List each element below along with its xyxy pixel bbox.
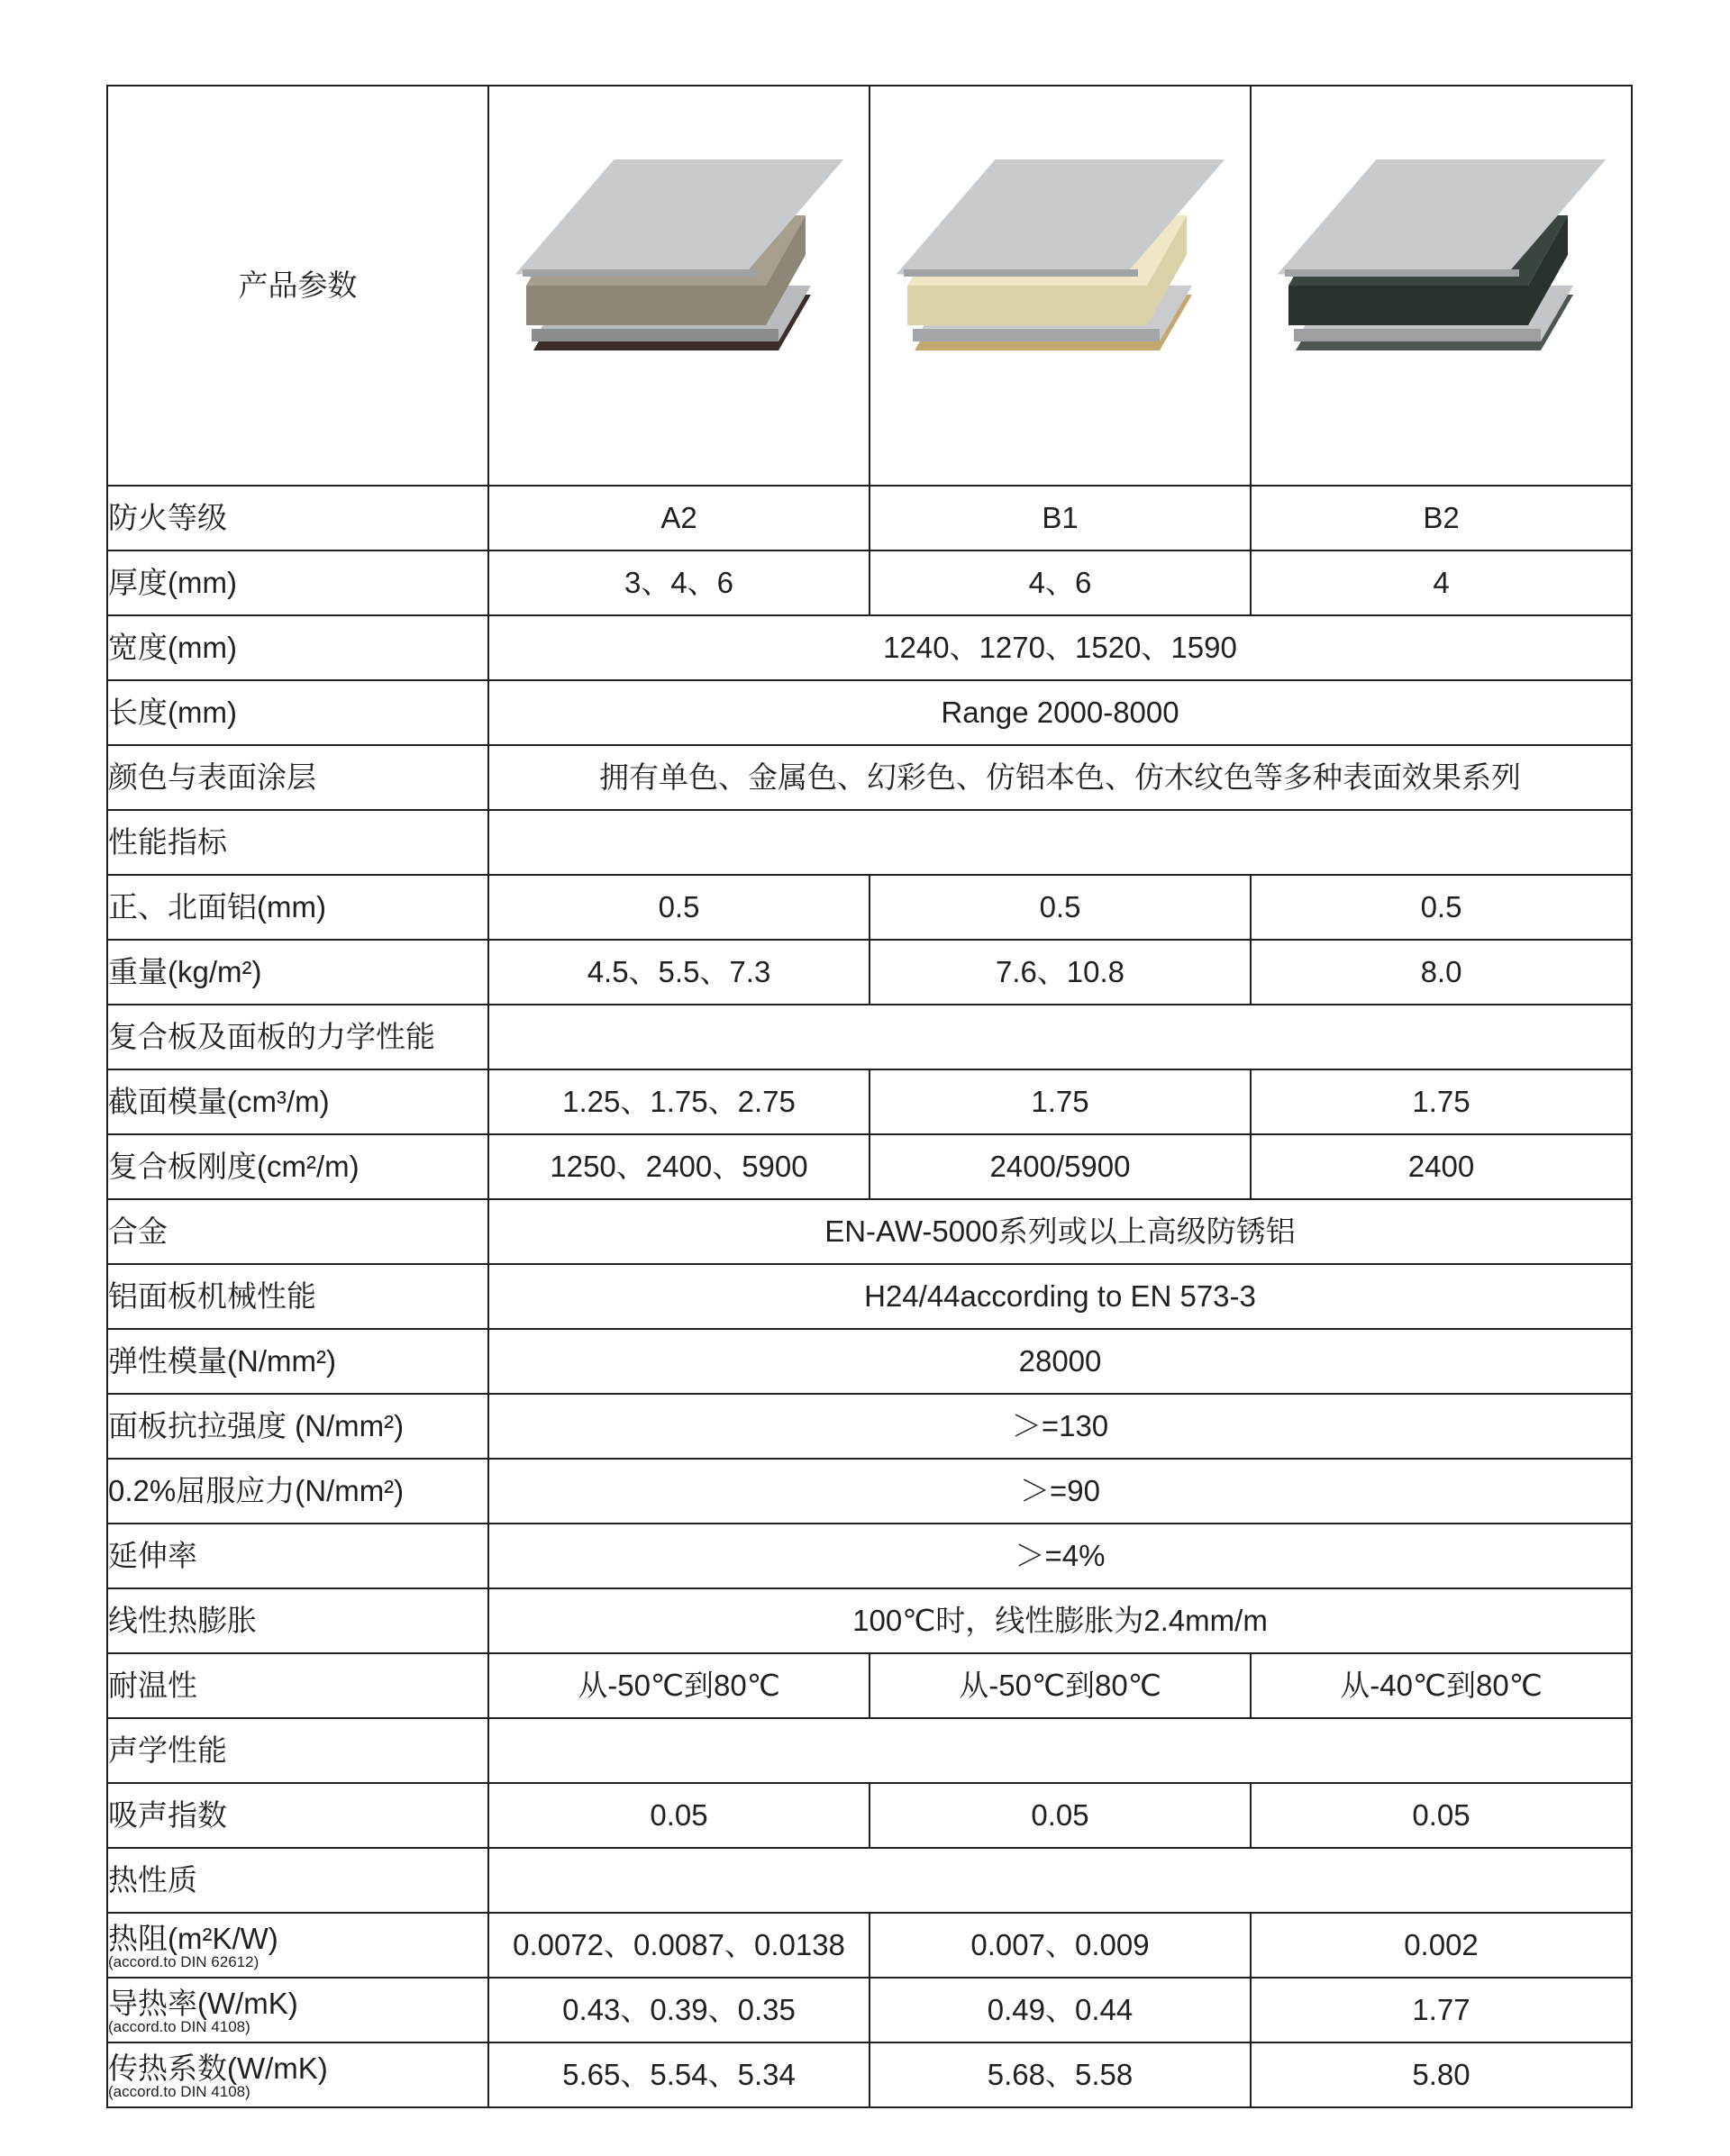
row-label (107, 1264, 488, 1329)
row-label (107, 1394, 488, 1459)
row-label-text: 重量(kg/m²) (108, 954, 262, 988)
row-label (107, 1199, 488, 1264)
row-label-text: 厚度(mm) (108, 565, 237, 599)
table-row (107, 1199, 1632, 1264)
row-label-text: 热性质 (108, 1862, 197, 1897)
row-label-text: 铝面板机械性能 (108, 1278, 316, 1313)
row-label (107, 1329, 488, 1394)
row-value-merged: 拥有单色、金属色、幻彩色、仿铝本色、仿木纹色等多种表面效果系列 (488, 745, 1632, 810)
row-label (107, 486, 488, 550)
row-value: 从-40℃到80℃ (1251, 1653, 1632, 1718)
row-value: 0.007、0.009 (870, 1913, 1251, 1978)
product-spec-table (106, 85, 1633, 2108)
row-value: 5.65、5.54、5.34 (488, 2042, 870, 2107)
row-value: B1 (870, 486, 1251, 550)
row-value-merged: ＞=130 (488, 1394, 1632, 1459)
table-row (107, 1718, 1632, 1783)
row-label-text: 面板抗拉强度 (N/mm²) (108, 1408, 405, 1442)
product-params-title: 产品参数 (107, 86, 488, 486)
row-value: A2 (488, 486, 870, 550)
row-value: 3、4、6 (488, 550, 870, 615)
row-value: 0.0072、0.0087、0.0138 (488, 1913, 870, 1978)
row-label-text: 耐温性 (108, 1668, 197, 1702)
row-standard-note: (accord.to DIN 62612) (108, 1952, 260, 1970)
row-label (107, 550, 488, 615)
row-value: 1.25、1.75、2.75 (488, 1069, 870, 1134)
row-value: 从-50℃到80℃ (870, 1653, 1251, 1718)
row-value: 0.5 (870, 875, 1251, 940)
row-value: 4 (1251, 550, 1632, 615)
a2-panel-illustration (508, 150, 851, 421)
row-label (107, 875, 488, 940)
row-label (107, 1588, 488, 1653)
row-label-text: 0.2%屈服应力(N/mm²) (108, 1473, 405, 1507)
row-value: 0.05 (870, 1783, 1251, 1848)
row-label-text: 吸声指数 (108, 1797, 227, 1832)
table-row (107, 1329, 1632, 1394)
row-value-merged (488, 1005, 1632, 1069)
table-row (107, 615, 1632, 680)
table-row (107, 1978, 1632, 2042)
row-label-text: 颜色与表面涂层 (108, 760, 316, 794)
row-value: 4、6 (870, 550, 1251, 615)
row-label-text: 截面模量(cm³/m) (108, 1084, 330, 1118)
row-label (107, 1913, 488, 1978)
row-value: 2400/5900 (870, 1134, 1251, 1199)
row-label-text: 复合板刚度(cm²/m) (108, 1149, 360, 1183)
row-value: 1.75 (1251, 1069, 1632, 1134)
row-label (107, 1653, 488, 1718)
table-row (107, 940, 1632, 1005)
b1-panel-illustration (889, 150, 1232, 421)
row-value: 1250、2400、5900 (488, 1134, 870, 1199)
row-value-merged (488, 1718, 1632, 1783)
row-label (107, 810, 488, 875)
row-label (107, 615, 488, 680)
row-label (107, 1978, 488, 2042)
row-label-text: 合金 (108, 1214, 168, 1248)
table-row (107, 680, 1632, 745)
row-label (107, 1524, 488, 1588)
row-value: 0.05 (488, 1783, 870, 1848)
row-label-text: 性能指标 (108, 824, 227, 859)
row-value: 2400 (1251, 1134, 1632, 1199)
row-value-merged: 28000 (488, 1329, 1632, 1394)
row-label (107, 680, 488, 745)
table-row (107, 1913, 1632, 1978)
spec-table-body (107, 86, 1632, 2107)
row-label-text: 导热率(W/mK) (108, 1987, 298, 2021)
row-value-merged: ＞=90 (488, 1459, 1632, 1524)
row-label-text: 复合板及面板的力学性能 (108, 1019, 435, 1053)
row-value: 4.5、5.5、7.3 (488, 940, 870, 1005)
row-label (107, 1069, 488, 1134)
row-standard-note: (accord.to DIN 4108) (108, 2082, 250, 2100)
row-label (107, 1134, 488, 1199)
row-label (107, 1005, 488, 1069)
table-row (107, 1459, 1632, 1524)
row-label-text: 声学性能 (108, 1733, 227, 1767)
panel-image-a2 (488, 86, 870, 486)
row-value: 1.77 (1251, 1978, 1632, 2042)
row-label-text: 弹性模量(N/mm²) (108, 1343, 336, 1378)
table-row (107, 1134, 1632, 1199)
row-value-merged: 100℃时，线性膨胀为2.4mm/m (488, 1588, 1632, 1653)
row-value: 从-50℃到80℃ (488, 1653, 870, 1718)
header-row (107, 86, 1632, 486)
row-value: 7.6、10.8 (870, 940, 1251, 1005)
table-row (107, 1848, 1632, 1913)
row-value: 5.68、5.58 (870, 2042, 1251, 2107)
table-row (107, 745, 1632, 810)
table-row (107, 1588, 1632, 1653)
table-row (107, 1783, 1632, 1848)
row-label (107, 1848, 488, 1913)
row-label-text: 延伸率 (108, 1538, 197, 1572)
row-label-text: 热阻(m²K/W) (108, 1922, 278, 1956)
table-row (107, 486, 1632, 550)
row-value: 0.5 (1251, 875, 1632, 940)
table-row (107, 2042, 1632, 2107)
row-label-text: 线性热膨胀 (108, 1603, 257, 1637)
row-value: 0.002 (1251, 1913, 1632, 1978)
row-value: B2 (1251, 486, 1632, 550)
row-label (107, 1783, 488, 1848)
row-value: 1.75 (870, 1069, 1251, 1134)
row-label (107, 2042, 488, 2107)
row-value-merged (488, 810, 1632, 875)
row-label-text: 防火等级 (108, 500, 227, 534)
b2-panel-illustration (1270, 150, 1613, 421)
row-value: 8.0 (1251, 940, 1632, 1005)
row-value: 0.43、0.39、0.35 (488, 1978, 870, 2042)
table-row (107, 810, 1632, 875)
row-label (107, 1718, 488, 1783)
row-value-merged: EN-AW-5000系列或以上高级防锈铝 (488, 1199, 1632, 1264)
row-label (107, 1459, 488, 1524)
row-label (107, 745, 488, 810)
table-row (107, 1524, 1632, 1588)
row-label (107, 940, 488, 1005)
row-value-merged: 1240、1270、1520、1590 (488, 615, 1632, 680)
row-value: 5.80 (1251, 2042, 1632, 2107)
table-row (107, 550, 1632, 615)
table-row (107, 1069, 1632, 1134)
row-label-text: 长度(mm) (108, 695, 237, 729)
table-row (107, 875, 1632, 940)
row-value-merged: Range 2000-8000 (488, 680, 1632, 745)
table-row (107, 1005, 1632, 1069)
row-value: 0.5 (488, 875, 870, 940)
table-row (107, 1264, 1632, 1329)
row-value: 0.49、0.44 (870, 1978, 1251, 2042)
row-value-merged: ＞=4% (488, 1524, 1632, 1588)
row-label-text: 传热系数(W/mK) (108, 2051, 328, 2086)
row-value-merged: H24/44according to EN 573-3 (488, 1264, 1632, 1329)
table-row (107, 1394, 1632, 1459)
table-row (107, 1653, 1632, 1718)
panel-image-b1 (870, 86, 1251, 486)
row-value: 0.05 (1251, 1783, 1632, 1848)
row-standard-note: (accord.to DIN 4108) (108, 2017, 250, 2035)
row-label-text: 宽度(mm) (108, 630, 237, 664)
row-value-merged (488, 1848, 1632, 1913)
panel-image-b2 (1251, 86, 1632, 486)
row-label-text: 正、北面铝(mm) (108, 889, 326, 923)
